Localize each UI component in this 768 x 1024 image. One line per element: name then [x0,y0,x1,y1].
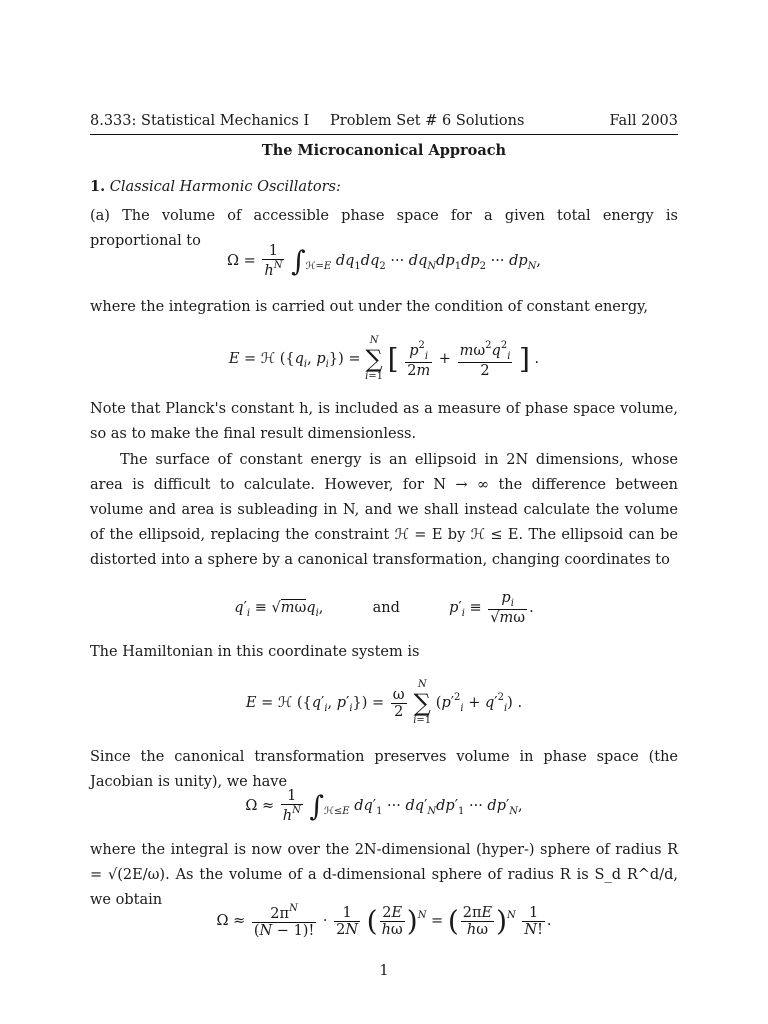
page-number: 1 [379,963,389,979]
problem-set-label: Problem Set # 6 Solutions [330,113,525,129]
paragraph-planck: Note that Planck's constant h, is included as a measure of phase space volume, so as to make the final result dimensionless. [90,401,678,442]
paragraph-a: (a) The volume of accessible phase space for a given total energy is proportional to [90,208,678,249]
paragraph-canonical: Since the canonical transformation preserves volume in phase space (the Jacobian is unity), we have [90,749,678,790]
and-word: and [372,600,400,616]
paragraph-ellipsoid: The surface of constant energy is an ellipsoid in 2N dimensions, whose area is difficult to calculate. However, for N → ∞ the difference between volume and area is subleading in N, and we shall instead calculate the volume of the ellipsoid, replacing the constraint ℋ = E by ℋ ≤ E. The ellipsoid can be distorted into a sphere by a canonical transformation, changing coordinates to [90,452,678,568]
equation-coordinate-change: $q'_i \equiv √m\omega q_i$, and $p'_i$ ≡ $\frac{p_i}{√m\omega}$ . [234,590,534,626]
course-title: 8.333: Statistical Mechanics I [90,113,310,129]
equation-hamiltonian: E = ℋ ({$q_i$, $p_i$}) = N ∑ i=1 [ $\frac{p^2_i}{2m}$ + $\frac{m\omega^2q^2_i}{2}$ ] . [228,335,540,382]
page-header [90,113,678,133]
equation-omega-integral: Ω = $\frac{1}{h^N}$ $\int_{ℋ=E}$ $dq_1dq_2$ ··· $dq_Ndp_1dp_2$ ··· $dp_N$, [226,243,542,279]
problem-heading [90,174,678,200]
paragraph-hamiltonian-intro: The Hamiltonian in this coordinate system is [90,644,420,660]
problem-title: Classical Harmonic Oscillators: [109,179,341,195]
paragraph-hypersphere: where the integral is now over the 2N-dimensional (hyper-) sphere of radius R = √(2E/ω). As the volume of a d-dimensional sphere of radius R is S_d R^d/d, we obtain [90,842,678,908]
problem-number: 1. [90,178,106,195]
equation-hamiltonian-sphere: E = ℋ ({$q'_i$, $p'_i$}) = $\frac{\omega}{2}$ N ∑ i=1 $(p'^2_i + q'^2_i)$ . [245,679,523,726]
term-label: Fall 2003 [609,113,678,129]
header-rule [90,134,678,135]
equation-omega-result: Ω ≈ $\frac{2\pi^N}{(N - 1)!}$ · $\frac{1}{2N}$ ( $\frac{2E}{h\omega}$ )$^N$ = ( $\frac{2\pi E}{h\omega}$ )$^N$ $\frac{1}{N!}$ . [216,903,552,939]
section-title: The Microcanonical Approach [261,142,507,159]
paragraph-constant-energy: where the integration is carried out under the condition of constant energy, [90,299,648,315]
equation-omega-sphere: Ω ≈ $\frac{1}{h^N}$ $\int_{ℋ\le E}$ $dq'_1$ ··· $dq'_Ndp'_1$ ··· $dp'_N$, [245,788,523,824]
